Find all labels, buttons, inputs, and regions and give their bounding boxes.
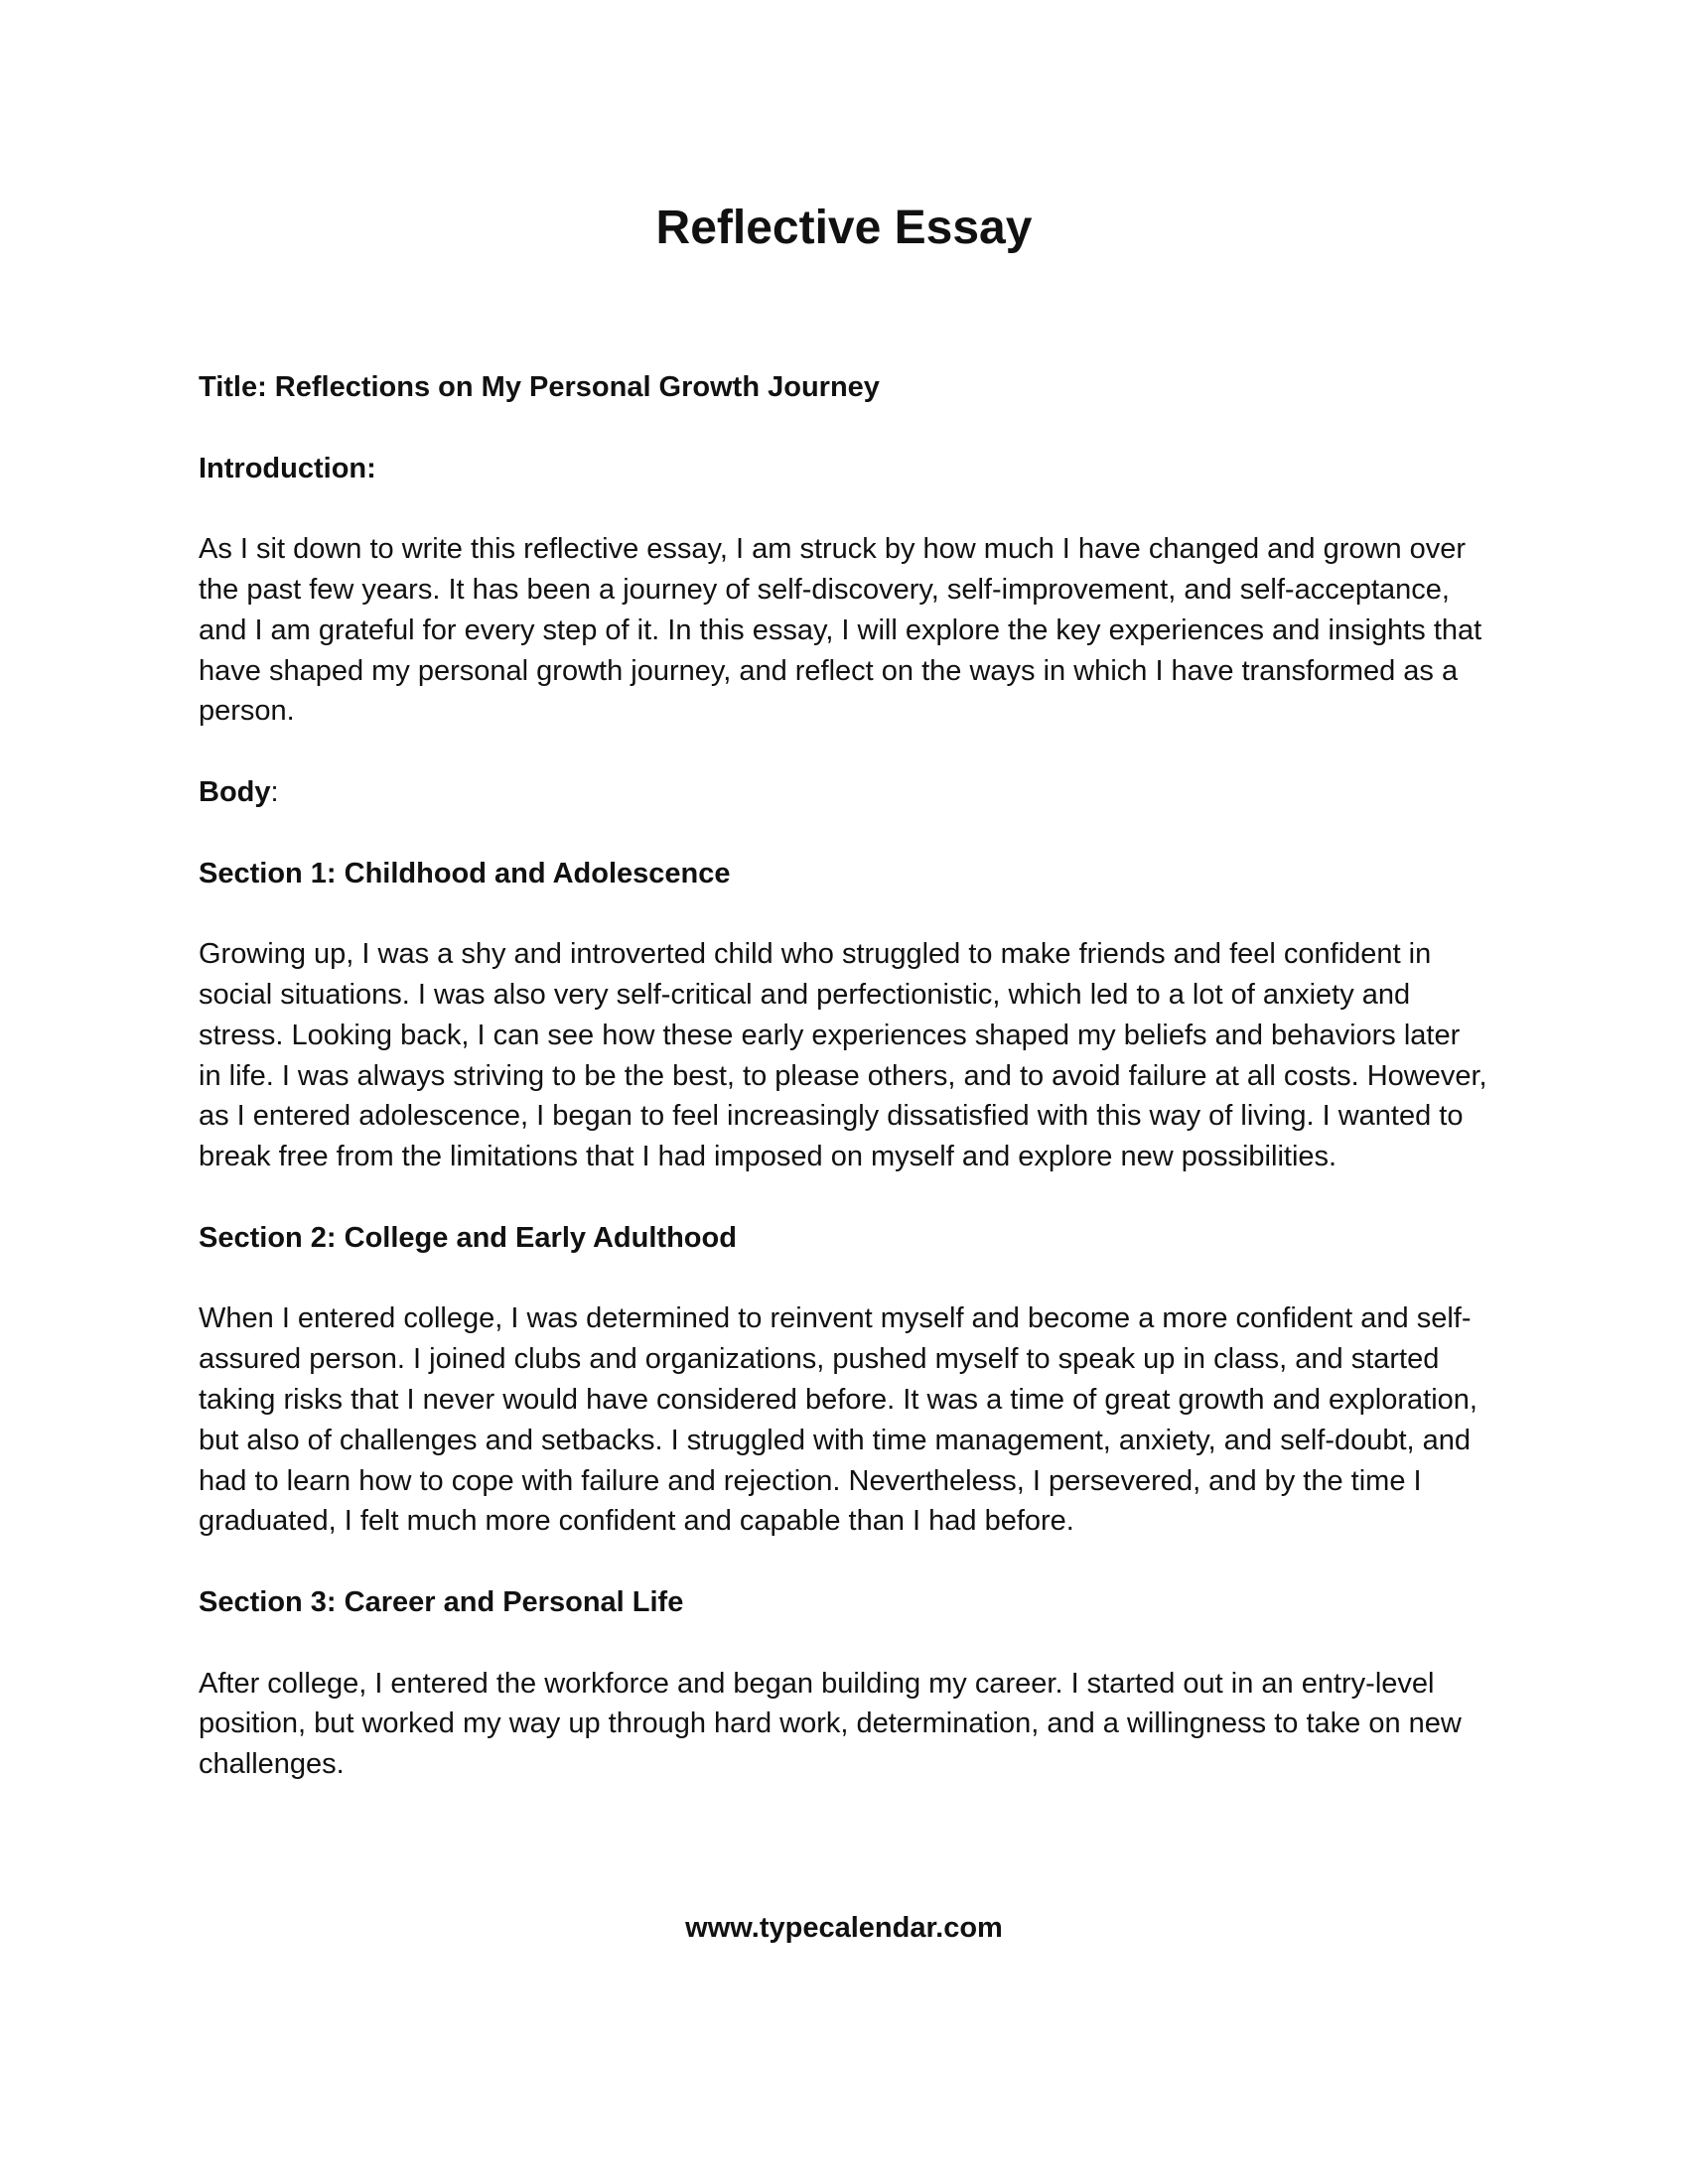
introduction-heading: Introduction: bbox=[199, 452, 376, 484]
section-1-heading: Section 1: Childhood and Adolescence bbox=[199, 857, 731, 889]
section-3-paragraph: After college, I entered the workforce and began building my career. I started out in an entry-level position, but worked my way up through hard work, determination, and a willingness to take on new challenges. bbox=[199, 1667, 1462, 1781]
document-title: Reflective Essay bbox=[655, 202, 1033, 254]
section-1-paragraph: Growing up, I was a shy and introverted child who struggled to make friends and feel confident in social situations. I was also very self-critical and perfectionistic, which led to a lot of anxiety and stress. Looking back, I can see how these early experiences shaped my beliefs and behaviors later in life. I was always striving to be the best, to please others, and to avoid failure at all costs. However, as I entered adolescence, I began to feel increasingly dissatisfied with this way of living. I wanted to break free from the limitations that I had imposed on myself and explore new possibilities. bbox=[199, 938, 1487, 1173]
introduction-paragraph: As I sit down to write this reflective essay, I am struck by how much I have changed and grown over the past few years. It has been a journey of self-discovery, self-improvement, and self-acceptance, and I am grateful for every step of it. In this essay, I will explore the key experiences and insights that have shaped my personal growth journey, and reflect on the ways in which I have transformed as a person. bbox=[199, 533, 1482, 728]
body-heading bbox=[199, 772, 1489, 813]
section-2-heading: Section 2: College and Early Adulthood bbox=[199, 1221, 737, 1254]
footer-website-link[interactable]: www.typecalendar.com bbox=[685, 1912, 1003, 1944]
essay-title: Title: Reflections on My Personal Growth Journey bbox=[199, 371, 880, 403]
section-3-heading: Section 3: Career and Personal Life bbox=[199, 1585, 684, 1618]
section-2-paragraph: When I entered college, I was determined to reinvent myself and become a more confident and self-assured person. I joined clubs and organizations, pushed myself to speak up in class, and started taking risks that I never would have considered before. It was a time of great growth and exploration, but also of challenges and setbacks. I struggled with time management, anxiety, and self-doubt, and had to learn how to cope with failure and rejection. Nevertheless, I persevered, and by the time I graduated, I felt much more confident and capable than I had before. bbox=[199, 1302, 1477, 1538]
body-heading-label: Body bbox=[199, 775, 271, 808]
essay-content bbox=[199, 367, 1489, 1826]
body-heading-colon: : bbox=[270, 775, 279, 808]
